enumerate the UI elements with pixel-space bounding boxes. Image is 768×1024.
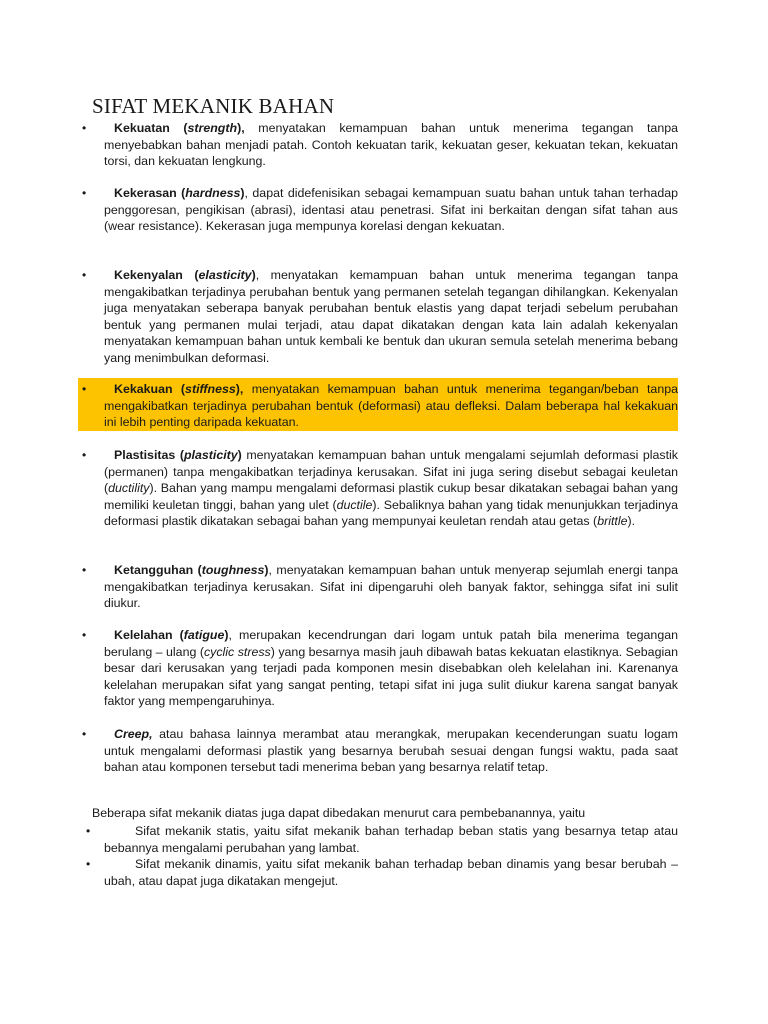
item-description: , menyatakan kemampuan bahan untuk menerima tegangan tanpa mengakibatkan terjadinya perubahan bentuk yang permanen setelah tegangan dihilangkan. Kekenyalan juga menyatakan seberapa banyak perubahan bentuk elastis yang dapat terjadi sebelum perubahan bentuk yang permanen mulai terjadi, atau dapat dikatakan dengan kata lain adalah kekenyalan menyatakan kemampuan bahan untuk kembali ke bentuk dan ukuran semula setelah menerima bebang yang menimbulkan deformasi. [104, 268, 678, 365]
item-description: atau bahasa lainnya merambat atau merangkak, merupakan kecenderungan suatu logam untuk mengalami deformasi plastik yang besarnya berubah sesuai dengan fungsi waktu, pada saat bahan atau komponen tersebut tadi menerima beban yang besarnya relatif tetap. [104, 727, 678, 775]
term-english: plasticity [183, 448, 238, 462]
item-description: menyatakan kemampuan bahan untuk menerima tegangan tanpa menyebabkan bahan menjadi patah. Contoh kekuatan tarik, kekuatan geser, kekuatan tekan, kekuatan torsi, dan kekuatan lengkung. [104, 121, 678, 169]
bullet: • [86, 857, 91, 871]
bullet: • [82, 268, 87, 282]
term-english: hardness [185, 186, 241, 200]
bullet: • [86, 824, 91, 838]
item-text: Kekakuan (stiffness), menyatakan kemampuan bahan untuk menerima tegangan/beban tanpa mengakibatkan terjadinya perubahan bentuk (deformasi) atau defleksi. Dalam beberapa hal kekakuan ini lebih penting daripada kekuatan. [104, 382, 678, 430]
term: Ketangguhan [114, 563, 194, 577]
sub-item-text: Sifat mekanik dinamis, yaitu sifat mekanik bahan terhadap beban dinamis yang besar berubah – ubah, atau dapat juga dikatakan mengejut. [104, 857, 678, 888]
example-term: ductility [108, 481, 150, 496]
bullet: • [82, 382, 87, 396]
example-term: brittle [597, 514, 628, 529]
term-english: elasticity [198, 268, 252, 282]
term: Plastisitas [114, 448, 176, 462]
term: Kekerasan [114, 186, 177, 200]
term-english: stiffness [185, 382, 236, 396]
term: Kekuatan [114, 121, 170, 135]
item-text [104, 726, 678, 776]
item-text: Plastisitas (plasticity) menyatakan kemampuan bahan untuk mengalami sejumlah deformasi plastik (permanen) tanpa mengakibatkan terjadinya kerusakan. Sifat ini juga sering disebut sebagai keuletan (ductility). Bahan yang mampu mengalami deformasi plastik cukup besar dikatakan sebagai bahan yang memiliki keuletan tinggi, bahan yang ulet (ductile). Sebaliknya bahan yang tidak menunjukkan terjadinya deformasi plastik dikatakan sebagai bahan yang mempunyai keuletan rendah atau getas (brittle). [104, 448, 679, 529]
bullet: • [82, 448, 87, 462]
term: Kekenyalan [114, 268, 183, 282]
item-text: Kelelahan (fatigue), merupakan kecendrungan dari logam untuk patah bila menerima tegangan berulang – ulang (cyclic stress) yang besarnya masih jauh dibawah batas kekuatan elastiknya. Sebagian besar dari kerusakan yang terjadi pada komponen mesin disebabkan oleh kelelahan ini. Karenanya kelelahan merupakan sifat yang sangat penting, tetapi sifat ini juga sulit diukur karena sangat banyak faktor yang mempengaruhinya. [104, 628, 679, 709]
bullet: • [82, 121, 87, 135]
example-term: ductile [336, 497, 373, 512]
item-description: , menyatakan kemampuan bahan untuk menyerap sejumlah energi tanpa mengakibatkan terjadinya kerusakan. Sifat ini dipengaruhi oleh banyak faktor, sehingga sifat ini sulit diukur. [104, 563, 678, 611]
sub-item-text: Sifat mekanik statis, yaitu sifat mekanik bahan terhadap beban statis yang besarnya tetap atau bebannya mengalami perubahan yang lambat. [104, 824, 678, 855]
bullet: • [82, 563, 87, 577]
term-english: toughness [201, 563, 265, 577]
bullet: • [82, 727, 87, 741]
term: Kelelahan [114, 628, 173, 642]
item-text: Kekuatan (strength), menyatakan kemampuan bahan untuk menerima tegangan tanpa menyebabkan bahan menjadi patah. Contoh kekuatan tarik, kekuatan geser, kekuatan tekan, kekuatan torsi, dan kekuatan lengkung. [104, 121, 678, 169]
item-text: Kekerasan (hardness), dapat didefenisikan sebagai kemampuan suatu bahan untuk tahan terhadap penggoresan, pengikisan (abrasi), identasi atau penetrasi. Sifat ini berkaitan dengan sifat tahan aus (wear resistance). Kekerasan juga mempunya korelasi dengan kekuatan. [104, 186, 678, 234]
intro-paragraph: Beberapa sifat mekanik diatas juga dapat dibedakan menurut cara pembebanannya, yaitu [92, 806, 586, 820]
page-title: SIFAT MEKANIK BAHAN [92, 94, 335, 118]
term-english: Creep, [114, 727, 153, 741]
item-text: Ketangguhan (toughness), menyatakan kemampuan bahan untuk menyerap sejumlah energi tanpa mengakibatkan terjadinya kerusakan. Sifat ini dipengaruhi oleh banyak faktor, sehingga sifat ini sulit diukur. [104, 563, 678, 611]
term: Kekakuan [114, 382, 173, 396]
item-description: , dapat didefenisikan sebagai kemampuan suatu bahan untuk tahan terhadap penggoresan, pengikisan (abrasi), identasi atau penetrasi. Sifat ini berkaitan dengan sifat tahan aus (wear resistance). Kekerasan juga mempunya korelasi dengan kekuatan. [104, 186, 678, 234]
bullet: • [82, 186, 87, 200]
term-english: strength [187, 121, 238, 135]
item-text: Kekenyalan (elasticity), menyatakan kemampuan bahan untuk menerima tegangan tanpa mengakibatkan terjadinya perubahan bentuk yang permanen setelah tegangan dihilangkan. Kekenyalan juga menyatakan seberapa banyak perubahan bentuk elastis yang dapat terjadi sebelum perubahan bentuk yang permanen mulai terjadi, atau dapat dikatakan dengan kata lain adalah kekenyalan menyatakan kemampuan bahan untuk kembali ke bentuk dan ukuran semula setelah menerima bebang yang menimbulkan deformasi. [104, 268, 678, 365]
item-description: menyatakan kemampuan bahan untuk menerima tegangan/beban tanpa mengakibatkan terjadinya perubahan bentuk (deformasi) atau defleksi. Dalam beberapa hal kekakuan ini lebih penting daripada kekuatan. [104, 382, 678, 430]
example-term: cyclic stress [203, 644, 271, 659]
bullet: • [82, 628, 87, 642]
term-english: fatigue [183, 628, 225, 642]
